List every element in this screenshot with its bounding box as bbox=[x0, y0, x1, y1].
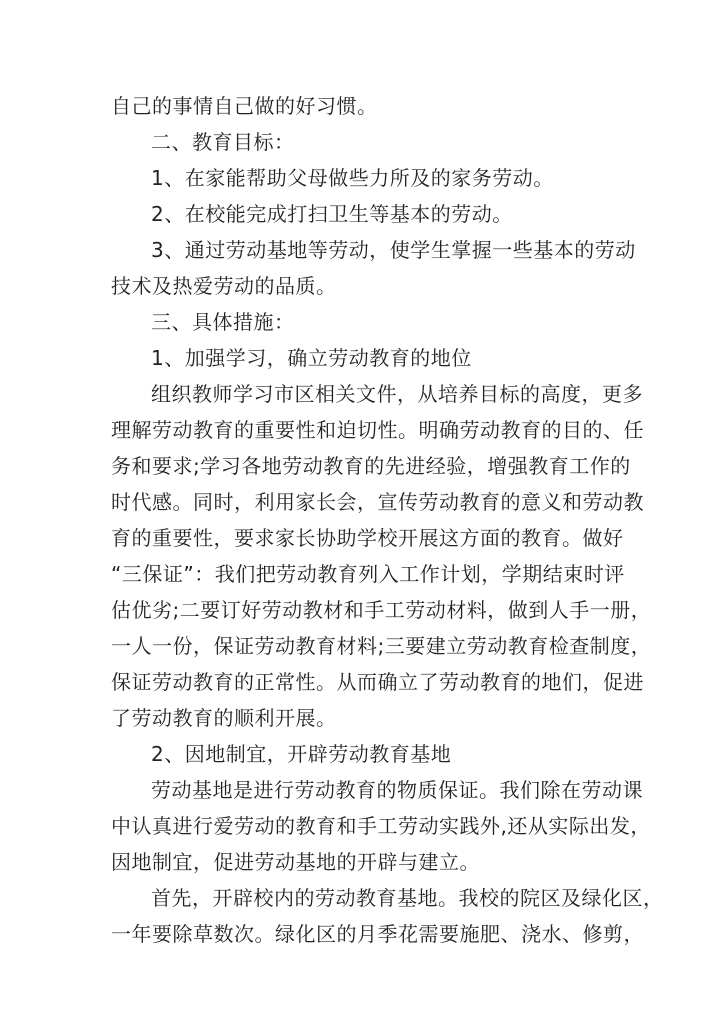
section-heading: 三、具体措施： bbox=[151, 310, 295, 334]
text-line: 理解劳动教育的重要性和迫切性。明确劳动教育的目的、任 bbox=[111, 418, 644, 442]
text-line: 保证劳动教育的正常性。从而确立了劳动教育的地们，促进 bbox=[111, 670, 644, 694]
subsection-heading: 2、因地制宜，开辟劳动教育基地 bbox=[151, 742, 452, 766]
text-line: 1、在家能帮助父母做些力所及的家务劳动。 bbox=[151, 166, 554, 190]
text-line: 估优劣;二要订好劳动教材和手工劳动材料，做到人手一册， bbox=[111, 598, 652, 622]
text-line: 一人一份，保证劳动教育材料;三要建立劳动教育检查制度， bbox=[111, 634, 652, 658]
text-line: 时代感。同时，利用家长会，宣传劳动教育的意义和劳动教 bbox=[111, 490, 644, 514]
text-line: “三保证”：我们把劳动教育列入工作计划，学期结束时评 bbox=[111, 562, 625, 586]
section-heading: 二、教育目标： bbox=[151, 130, 295, 154]
text-line: 了劳动教育的顺利开展。 bbox=[111, 706, 337, 730]
text-line: 组织教师学习市区相关文件，从培养目标的高度，更多 bbox=[151, 382, 643, 406]
text-line: 技术及热爱劳动的品质。 bbox=[111, 274, 337, 298]
document-body bbox=[111, 88, 664, 952]
text-line: 中认真进行爱劳动的教育和手工劳动实践外,还从实际出发， bbox=[111, 814, 651, 838]
text-line: 育的重要性，要求家长协助学校开展这方面的教育。做好 bbox=[111, 526, 624, 550]
text-line: 首先，开辟校内的劳动教育基地。我校的院区及绿化区， bbox=[151, 886, 664, 910]
subsection-heading: 1、加强学习，确立劳动教育的地位 bbox=[151, 346, 472, 370]
text-line: 3、通过劳动基地等劳动，使学生掌握一些基本的劳动 bbox=[151, 238, 636, 262]
text-line: 劳动基地是进行劳动教育的物质保证。我们除在劳动课 bbox=[151, 778, 643, 802]
text-line: 因地制宜，促进劳动基地的开辟与建立。 bbox=[111, 850, 480, 874]
text-line: 务和要求;学习各地劳动教育的先进经验，增强教育工作的 bbox=[111, 454, 631, 478]
text-line: 2、在校能完成打扫卫生等基本的劳动。 bbox=[151, 202, 513, 226]
text-line: 一年要除草数次。绿化区的月季花需要施肥、浇水、修剪， bbox=[111, 922, 644, 946]
text-line: 自己的事情自己做的好习惯。 bbox=[111, 94, 378, 118]
